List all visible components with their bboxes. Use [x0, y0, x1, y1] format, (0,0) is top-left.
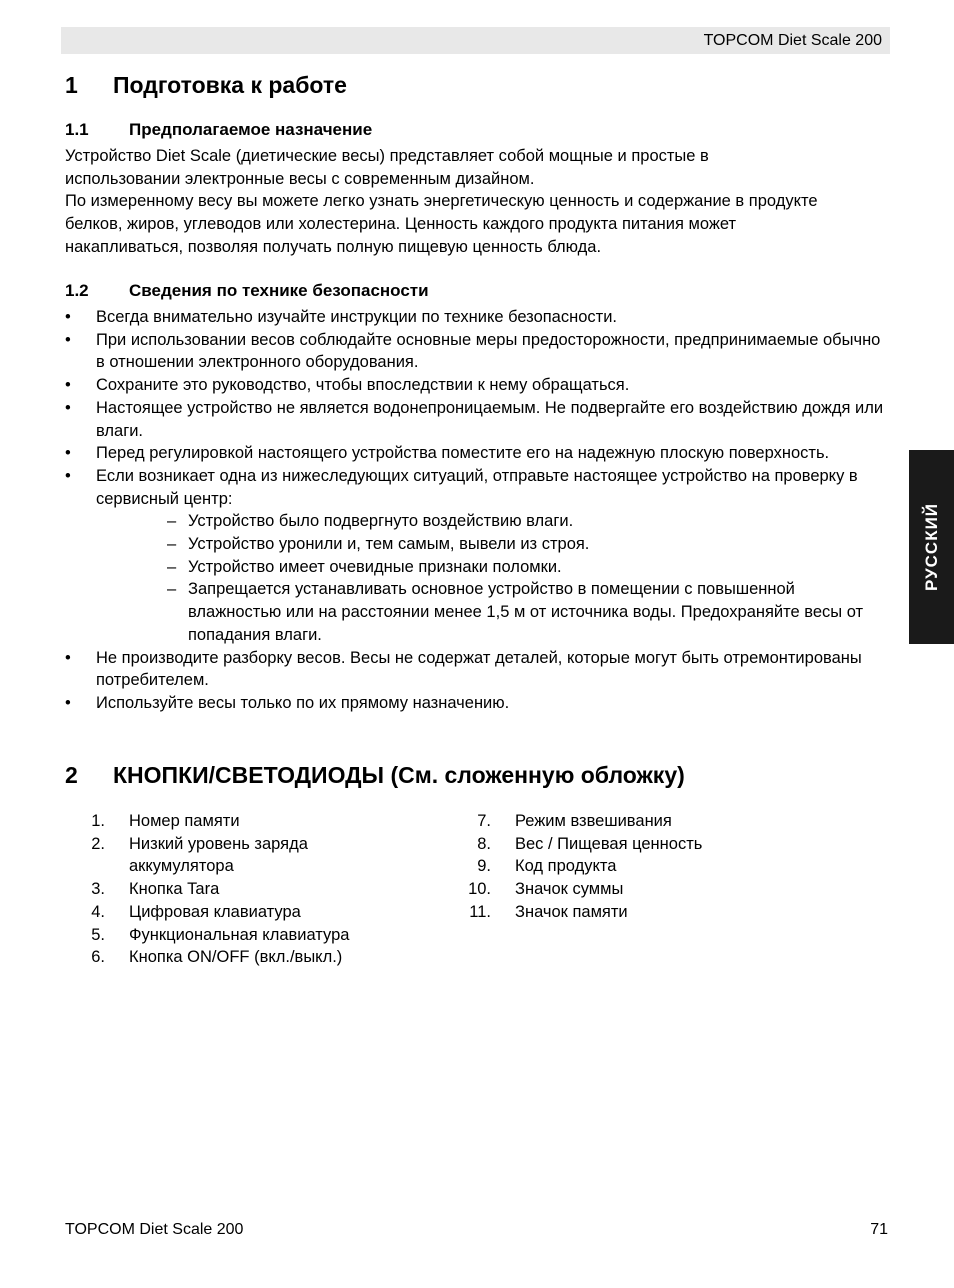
paragraph-line: По измеренному весу вы можете легко узнать энергетическую ценность и содержание в продукте — [65, 192, 818, 211]
item-number: 4. — [91, 902, 105, 921]
item-number: 9. — [477, 857, 491, 876]
language-tab — [909, 450, 954, 644]
bullet-marker: • — [65, 376, 71, 395]
bullet-marker: • — [65, 308, 71, 326]
list-item-text: Всегда внимательно изучайте инструкции по технике безопасности. — [96, 308, 617, 326]
sub-list-item-text: Устройство имеет очевидные признаки поломки. — [188, 557, 562, 576]
item-text: Функциональная клавиатура — [129, 925, 350, 944]
item-text: Вес / Пищевая ценность — [515, 834, 703, 853]
list-item — [65, 442, 890, 465]
sub-list-item — [167, 533, 890, 556]
sub-list-item-text: Запрещается устанавливать основное устройство в помещении с повышенной влажностью или на расстоянии менее 1,5 м от источника воды. Предохраняйте весы от попадания влаги. — [188, 580, 864, 644]
bullet-marker: • — [65, 398, 71, 417]
dash-marker: – — [167, 512, 177, 531]
list-item — [65, 397, 890, 442]
page-number: 71 — [870, 1221, 888, 1238]
language-tab-label: РУССКИЙ — [921, 502, 941, 592]
list-item — [65, 901, 385, 924]
sub-list-item — [167, 556, 890, 579]
item-number: 7. — [477, 812, 491, 830]
list-item — [65, 692, 890, 715]
sub-list-item — [167, 578, 890, 646]
item-number: 2. — [91, 834, 105, 853]
list-item-text: При использовании весов соблюдайте основные меры предосторожности, предпринимаемые обычно в отношении электронного оборудования. — [96, 330, 881, 372]
controls-list-right — [451, 810, 831, 924]
list-item — [451, 901, 831, 924]
subsection-1-1-heading — [65, 120, 372, 140]
list-item — [451, 810, 831, 833]
safety-list — [65, 306, 890, 715]
header-title: TOPCOM Diet Scale 200 — [703, 31, 882, 49]
list-item-text: Используйте весы только по их прямому назначению. — [96, 693, 510, 712]
item-text: Код продукта — [515, 857, 617, 876]
sub-list-item-text: Устройство уронили и, тем самым, вывели из строя. — [188, 535, 590, 554]
item-number: 8. — [477, 834, 491, 853]
list-item — [65, 924, 385, 947]
list-item — [451, 833, 831, 856]
page-header — [61, 27, 890, 54]
sub-list-container — [65, 510, 890, 646]
dash-marker: – — [167, 557, 177, 576]
list-item — [451, 878, 831, 901]
list-item — [65, 647, 890, 692]
sub-list-item-text: Устройство было подвергнуто воздействию влаги. — [188, 512, 574, 531]
item-text: Значок суммы — [515, 880, 624, 899]
bullet-marker: • — [65, 693, 71, 712]
subsection-1-1-number: 1.1 — [65, 120, 89, 139]
list-item-text: Настоящее устройство не является водонепроницаемым. Не подвергайте его воздействию дождя или влаги. — [96, 398, 884, 440]
section-1-heading — [65, 72, 347, 99]
section-2-heading — [65, 762, 685, 789]
list-item-text: Не производите разборку весов. Весы не содержат деталей, которые могут быть отремонтированы потребителем. — [96, 648, 862, 690]
section-2-number: 2 — [65, 762, 78, 788]
item-number: 10. — [468, 880, 491, 899]
item-text: Низкий уровень заряда аккумулятора — [129, 834, 308, 876]
list-item-text: Если возникает одна из нижеследующих ситуаций, отправьте настоящее устройство на проверку в сервисный центр: — [96, 466, 858, 508]
section-2-title: КНОПКИ/СВЕТОДИОДЫ (См. сложенную обложку) — [113, 762, 685, 788]
list-item-text: Перед регулировкой настоящего устройства поместите его на надежную плоскую поверхность. — [96, 444, 830, 463]
list-item — [65, 374, 890, 397]
intended-use-paragraph — [65, 145, 890, 259]
subsection-1-1-title: Предполагаемое назначение — [129, 120, 373, 139]
item-text: Кнопка ON/OFF (вкл./выкл.) — [129, 948, 343, 967]
bullet-marker: • — [65, 466, 71, 485]
item-number: 3. — [91, 880, 105, 899]
bullet-marker: • — [65, 648, 71, 667]
dash-marker: – — [167, 580, 177, 599]
list-item — [65, 946, 385, 969]
bullet-marker: • — [65, 444, 71, 463]
paragraph-line: белков, жиров, углеводов или холестерина. Ценность каждого продукта питания может — [65, 215, 737, 234]
item-text: Режим взвешивания — [515, 812, 672, 830]
list-item — [65, 833, 385, 878]
subsection-1-2-number: 1.2 — [65, 281, 89, 300]
bullet-marker: • — [65, 330, 71, 349]
item-text: Цифровая клавиатура — [129, 902, 301, 921]
item-text: Номер памяти — [129, 812, 240, 830]
list-item — [65, 306, 890, 329]
list-item — [65, 465, 890, 510]
paragraph-line: использовании электронные весы с современным дизайном. — [65, 169, 535, 188]
sub-list-item — [167, 510, 890, 533]
list-item — [65, 329, 890, 374]
list-item — [451, 855, 831, 878]
paragraph-line: накапливаться, позволяя получать полную пищевую ценность блюда. — [65, 237, 602, 256]
subsection-1-2-title: Сведения по технике безопасности — [129, 281, 429, 300]
service-conditions-list — [167, 510, 890, 646]
section-1-title: Подготовка к работе — [113, 72, 347, 98]
item-text: Значок памяти — [515, 902, 628, 921]
subsection-1-2-heading — [65, 281, 429, 301]
section-1-number: 1 — [65, 72, 78, 98]
list-item — [65, 878, 385, 901]
item-text: Кнопка Tara — [129, 880, 220, 899]
item-number: 6. — [91, 948, 105, 967]
list-item — [65, 810, 385, 833]
paragraph-line: Устройство Diet Scale (диетические весы) представляет собой мощные и простые в — [65, 147, 709, 165]
list-item-text: Сохраните это руководство, чтобы впоследствии к нему обращаться. — [96, 376, 630, 395]
item-number: 1. — [91, 812, 105, 830]
controls-list-left — [65, 810, 385, 969]
item-number: 11. — [469, 902, 491, 921]
item-number: 5. — [91, 925, 105, 944]
footer-title: TOPCOM Diet Scale 200 — [65, 1221, 244, 1238]
dash-marker: – — [167, 535, 177, 554]
